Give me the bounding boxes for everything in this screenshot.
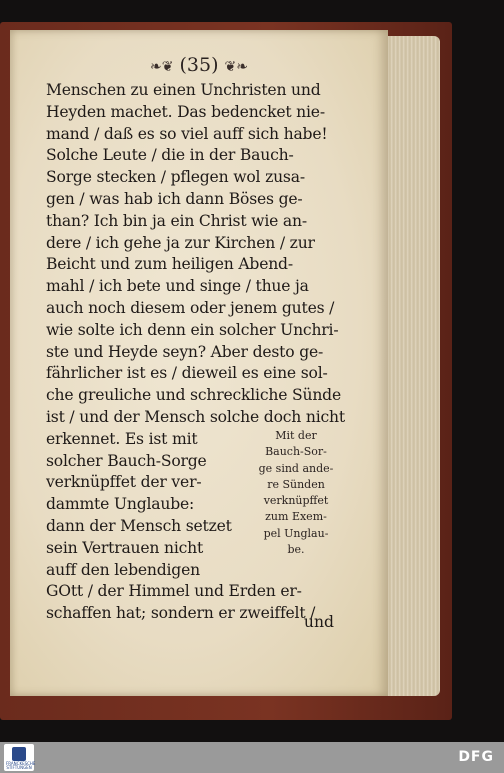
- margin-note: [250, 428, 342, 558]
- page-edges: [384, 36, 440, 696]
- text-line: solcher Bauch-Sorge: [46, 451, 207, 470]
- dfg-logo[interactable]: DFG: [458, 749, 494, 765]
- logo-text: FRANCKESCHE STIFTUNGEN: [6, 761, 36, 770]
- text-line: che greuliche und schreckliche Sünde: [46, 386, 341, 405]
- text-line: verknüpffet der ver-: [46, 473, 202, 492]
- text-line: GOtt / der Himmel und Erden er-: [46, 582, 302, 601]
- text-line: Solche Leute / die in der Bauch-: [46, 146, 294, 165]
- text-line: Sorge stecken / pflegen wol zusa-: [46, 168, 305, 187]
- ornament-right-icon: ❦❧: [224, 59, 249, 75]
- margin-note-line: be.: [287, 543, 305, 557]
- text-line: fährlicher ist es / dieweil es eine sol-: [46, 364, 328, 383]
- text-line: ste und Heyde seyn? Aber desto ge-: [46, 342, 324, 361]
- text-line: mand / daß es so viel auff sich habe!: [46, 124, 328, 143]
- margin-note-line: Bauch-Sor-: [265, 445, 327, 459]
- book-page: [10, 30, 388, 696]
- text-line: auff den lebendigen: [46, 560, 200, 579]
- margin-note-line: Mit der: [275, 429, 317, 442]
- ornament-left-icon: ❧❦: [149, 59, 174, 75]
- text-line: sein Vertrauen nicht: [46, 538, 204, 557]
- text-line: ist / und der Mensch solche doch nicht: [46, 407, 345, 426]
- viewer-footer-bar: [0, 742, 504, 773]
- text-line: wie solte ich denn ein solcher Unchri-: [46, 320, 339, 339]
- text-line: dere / ich gehe ja zur Kirchen / zur: [46, 233, 315, 252]
- margin-note-line: re Sünden: [267, 477, 325, 491]
- text-line: Menschen zu einen Unchristen und: [46, 81, 321, 99]
- text-line: dann der Mensch setzet: [46, 516, 232, 535]
- text-line: dammte Unglaube:: [46, 495, 195, 514]
- margin-note-line: verknüpffet: [263, 494, 329, 508]
- text-line: gen / was hab ich dann Böses ge-: [46, 189, 303, 208]
- text-line: than? Ich bin ja ein Christ wie an-: [46, 211, 307, 230]
- catchword: und: [303, 613, 334, 631]
- margin-note-line: pel Unglau-: [263, 526, 329, 540]
- institution-logo[interactable]: [4, 744, 34, 771]
- text-line: Beicht und zum heiligen Abend-: [46, 255, 293, 274]
- text-line: erkennet. Es ist mit: [46, 429, 198, 448]
- margin-note-line: ge sind ande-: [258, 461, 334, 475]
- text-line: auch noch diesem oder jenem gutes /: [46, 298, 335, 317]
- text-line: schaffen hat; sondern er zweiffelt /: [46, 604, 316, 623]
- text-line: Heyden machet. Das bedencket nie-: [46, 102, 325, 121]
- logo-mark-icon: [12, 747, 26, 761]
- text-line: mahl / ich bete und singe / thue ja: [46, 277, 309, 296]
- page-header: [10, 54, 388, 76]
- margin-note-line: zum Exem-: [265, 510, 327, 524]
- page-number: (35): [179, 54, 219, 76]
